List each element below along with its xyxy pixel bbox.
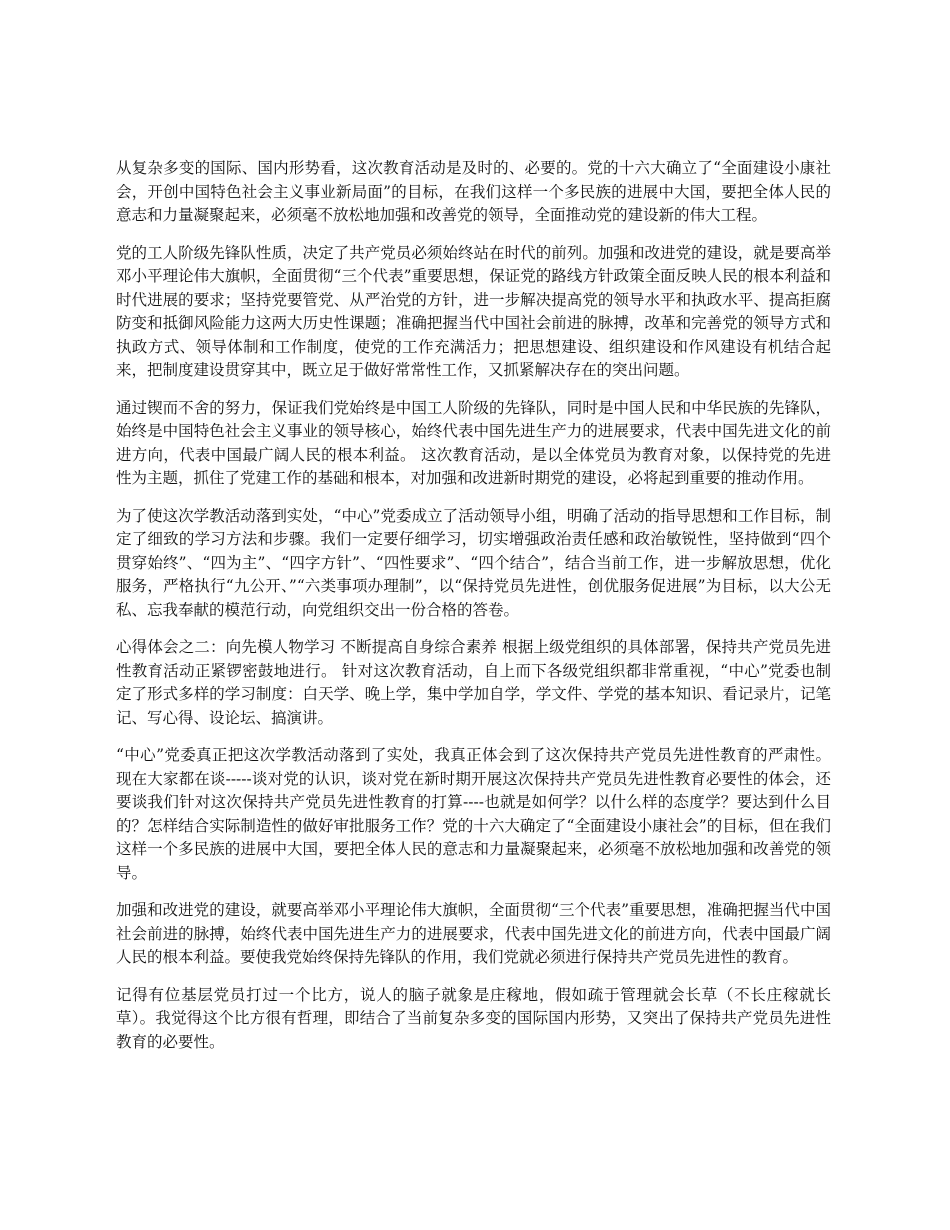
paragraph-1: 从复杂多变的国际、国内形势看，这次教育活动是及时的、必要的。党的十六大确立了“全面建设小康社会，开创中国特色社会主义事业新局面”的目标，在我们这样一个多民族的进展中大国，要把全体人民的意志和力量凝聚起来，必须毫不放松地加强和改善党的领导，全面推动党的建设新的伟大工程。 [116,159,831,224]
document-body [116,157,831,1068]
paragraph-2: 党的工人阶级先锋队性质，决定了共产党员必须始终站在时代的前列。加强和改进党的建设，就是要高举邓小平理论伟大旗帜，全面贯彻“三个代表”重要思想，保证党的路线方针政策全面反映人民的根本利益和时代进展的要求；坚持党要管党、从严治党的方针，进一步解决提高党的领导水平和执政水平、提高拒腐防变和抵御风险能力这两大历史性课题；准确把握当代中国社会前进的脉搏，改革和完善党的领导方式和执政方式、领导体制和工作制度，使党的工作充满活力；把思想建设、组织建设和作风建设有机结合起来，把制度建设贯穿其中，既立足于做好常常性工作，又抓紧解决存在的突出问题。 [116,243,831,379]
paragraph-3: 通过锲而不舍的努力，保证我们党始终是中国工人阶级的先锋队，同时是中国人民和中华民族的先锋队，始终是中国特色社会主义事业的领导核心，始终代表中国先进生产力的进展要求，代表中国先进文化的前进方向，代表中国最广阔人民的根本利益。 这次教育活动，是以全体党员为教育对象，以保持党的先进性为主题，抓住了党建工作的基础和根本，对加强和改进新时期党的建设，必将起到重要的推动作用。 [116,398,831,487]
paragraph-4: 为了使这次学教活动落到实处，“中心”党委成立了活动领导小组，明确了活动的指导思想和工作目标，制定了细致的学习方法和步骤。我们一定要仔细学习，切实增强政治责任感和政治敏锐性，坚持做到“四个贯穿始终”、“四为主”、“四字方针”、“四性要求”、“四个结合”，结合当前工作，进一步解放思想，优化服务，严格执行“九公开、”“六类事项办理制”，以“保持党员先进性，创优服务促进展”为目标，以大公无私、忘我奉献的模范行动，向党组织交出一份合格的答卷。 [116,506,831,619]
paragraph-8: 记得有位基层党员打过一个比方，说人的脑子就象是庄稼地，假如疏于管理就会长草（不长庄稼就长草）。我觉得这个比方很有哲理，即结合了当前复杂多变的国际国内形势，又突出了保持共产党员先进性教育的必要性。 [116,985,831,1051]
paragraph-7: 加强和改进党的建设，就要高举邓小平理论伟大旗帜，全面贯彻“三个代表”重要思想，准确把握当代中国社会前进的脉搏，始终代表中国先进生产力的进展要求，代表中国先进文化的前进方向，代表中国最广阔人民的根本利益。要使我党始终保持先锋队的作用，我们党就必须进行保持共产党员先进性的教育。 [116,901,831,966]
paragraph-5: 心得体会之二：向先模人物学习 不断提高自身综合素养 根据上级党组织的具体部署，保持共产党员先进性教育活动正紧锣密鼓地进行。 针对这次教育活动，自上而下各级党组织都非常重视，“中心”党委也制定了形式多样的学习制度：白天学、晚上学，集中学加自学，学文件、学党的基本知识、看记录片，记笔记、写心得、设论坛、搞演讲。 [116,638,831,727]
paragraph-6: “中心”党委真正把这次学教活动落到了实处，我真正体会到了这次保持共产党员先进性教育的严肃性。 现在大家都在谈-----谈对党的认识，谈对党在新时期开展这次保持共产党员先进性教育必要性的体会，还要谈我们针对这次保持共产党员先进性教育的打算----也就是如何学？以什么样的态度学？要达到什么目的？怎样结合实际制造性的做好审批服务工作？党的十六大确定了“全面建设小康社会”的目标，但在我们这样一个多民族的进展中大国，要把全体人民的意志和力量凝聚起来，必须毫不放松地加强和改善党的领导。 [116,746,831,882]
